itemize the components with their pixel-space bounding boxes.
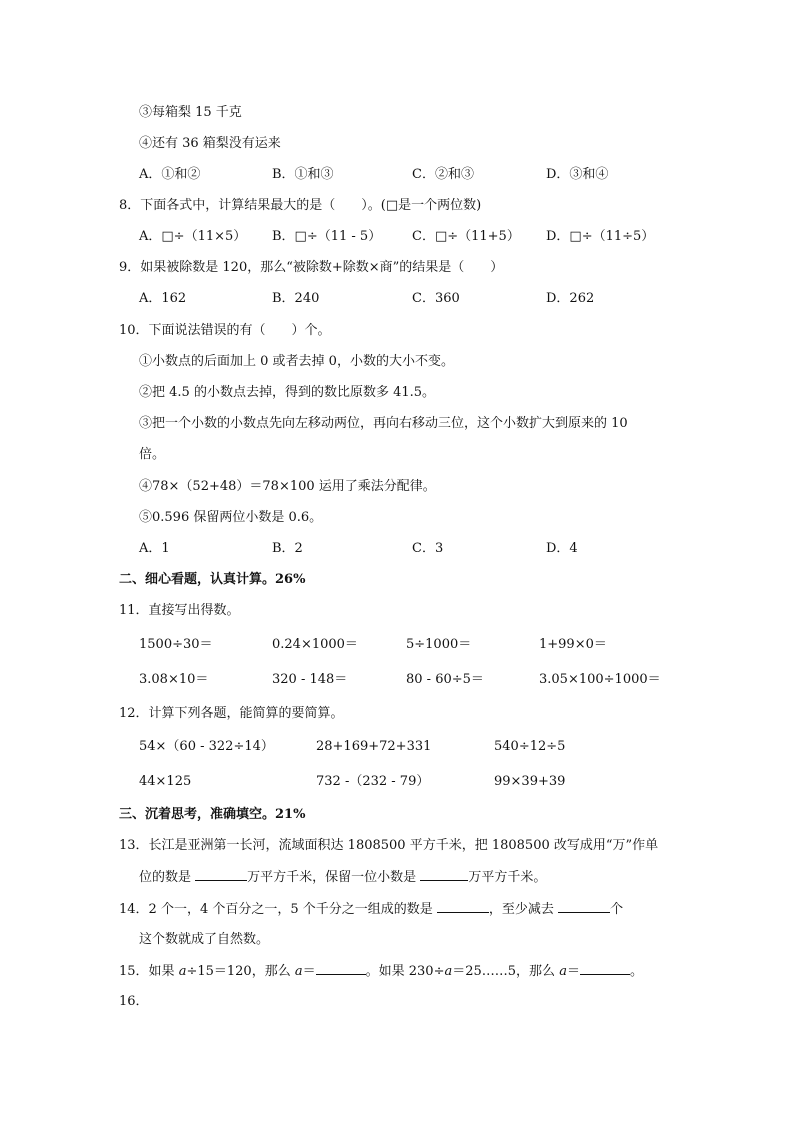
q12-item: 732 -（232 - 79） (316, 774, 430, 789)
q8-option-c: C．□÷（11+5） (412, 229, 520, 244)
q7-option-b: B．①和③ (272, 167, 334, 182)
q13-text: 位的数是 (139, 870, 192, 885)
q14-text: 个 (610, 902, 624, 917)
q10-option-c: C．3 (412, 541, 444, 556)
q15-text: 。如果 230÷ (365, 964, 445, 979)
q10-statement-4: ④78×（52+48）＝78×100 运用了乘法分配律。 (139, 479, 436, 494)
q10-option-b: B．2 (272, 541, 303, 556)
q12-item: 540÷12÷5 (494, 739, 566, 754)
q7-option-d: D．③和④ (546, 167, 609, 182)
q8-option-a: A．□÷（11×5） (139, 229, 247, 244)
q10-statement-2: ②把 4.5 的小数点去掉，得到的数比原数多 41.5。 (139, 385, 436, 400)
q14-text: 14．2 个一，4 个百分之一，5 个千分之一组成的数是 (119, 902, 433, 917)
q11-item: 5÷1000＝ (406, 637, 472, 652)
q15-variable: a (444, 964, 453, 979)
q10-statement-3b: 倍。 (139, 447, 166, 462)
q13-answer-blank-1[interactable] (195, 868, 247, 881)
q11-item: 0.24×1000＝ (272, 637, 358, 652)
q14-line-2: 这个数就成了自然数。 (139, 932, 270, 947)
q8-option-b: B．□÷（11 - 5） (272, 229, 382, 244)
q11-item: 1500÷30＝ (139, 637, 213, 652)
q15-text: 。 (629, 964, 643, 979)
q9-option-a: A．162 (139, 291, 187, 306)
q8-stem: 8．下面各式中，计算结果最大的是（ ）。(□是一个两位数) (119, 198, 482, 213)
q15-variable: a (294, 964, 303, 979)
q11-item: 3.08×10＝ (139, 672, 209, 687)
q13-text: 万平方千米。 (468, 870, 547, 885)
q12-item: 54×（60 - 322÷14） (139, 739, 274, 754)
section-2-heading: 二、细心看题，认真计算。26% (119, 572, 306, 587)
section-3-heading: 三、沉着思考，准确填空。21% (119, 807, 306, 822)
q10-stem: 10．下面说法错误的有（ ）个。 (119, 323, 331, 338)
q9-stem: 9．如果被除数是 120，那么“被除数+除数×商”的结果是（ ） (119, 260, 504, 275)
q11-item: 1+99×0＝ (539, 637, 607, 652)
q14-answer-blank-1[interactable] (437, 900, 489, 913)
q9-option-d: D．262 (546, 291, 595, 306)
q11-item: 320 - 148＝ (272, 672, 348, 687)
q13-answer-blank-2[interactable] (420, 868, 468, 881)
q7-option-c: C．②和③ (412, 167, 474, 182)
q12-stem: 12．计算下列各题，能简算的要简算。 (119, 706, 344, 721)
q13-text: 万平方千米，保留一位小数是 (247, 870, 417, 885)
q15-line (119, 962, 643, 981)
q10-option-d: D．4 (546, 541, 578, 556)
q10-statement-1: ①小数点的后面加上 0 或者去掉 0，小数的大小不变。 (139, 354, 454, 369)
q15-answer-blank-1[interactable] (316, 962, 366, 975)
q12-item: 28+169+72+331 (316, 739, 432, 754)
q10-option-a: A．1 (139, 541, 170, 556)
q11-item: 3.05×100÷1000＝ (539, 672, 661, 687)
q9-option-b: B．240 (272, 291, 320, 306)
q16-stem: 16． (119, 994, 149, 1009)
q10-statement-5: ⑤0.596 保留两位小数是 0.6。 (139, 510, 323, 525)
q9-option-c: C．360 (412, 291, 460, 306)
q15-variable: a (559, 964, 567, 979)
q7-statement-3: ③每箱梨 15 千克 (139, 105, 242, 120)
q15-text: ＝ (302, 964, 316, 979)
q15-text: ＝25……5，那么 (452, 964, 560, 979)
q8-option-d: D．□÷（11÷5） (546, 229, 655, 244)
q13-line-2 (139, 868, 546, 887)
q7-statement-4: ④还有 36 箱梨没有运来 (139, 136, 281, 151)
q7-option-a: A．①和② (139, 167, 201, 182)
q14-text: ，至少减去 (488, 902, 554, 917)
q13-line-1: 13．长江是亚洲第一长河，流域面积达 1808500 平方千米，把 1808500 改写成用“万”作单 (119, 838, 659, 853)
q15-variable: a (178, 964, 187, 979)
q10-statement-3a: ③把一个小数的小数点先向左移动两位，再向右移动三位，这个小数扩大到原来的 10 (139, 416, 628, 431)
q15-text: ÷15＝120，那么 (186, 964, 295, 979)
q12-item: 44×125 (139, 774, 192, 789)
q11-item: 80 - 60÷5＝ (406, 672, 484, 687)
q15-answer-blank-2[interactable] (580, 962, 630, 975)
q15-text: 15．如果 (119, 964, 179, 979)
q14-answer-blank-2[interactable] (558, 900, 610, 913)
q11-stem: 11．直接写出得数。 (119, 603, 240, 618)
q15-text: ＝ (566, 964, 580, 979)
q14-line-1 (119, 900, 623, 919)
q12-item: 99×39+39 (494, 774, 566, 789)
